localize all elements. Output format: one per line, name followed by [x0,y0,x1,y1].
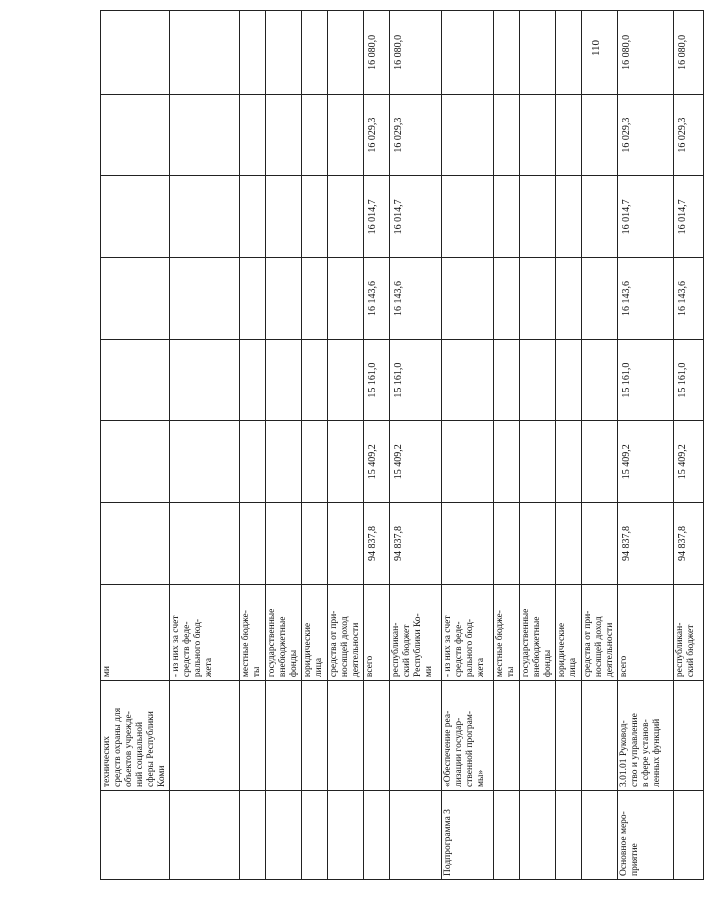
value-cell [101,339,170,421]
value-cell [302,11,328,95]
value-cell: 16 143,6 [674,258,704,340]
value-cell [442,258,494,340]
value-cell [328,339,364,421]
value-cell [520,94,556,176]
row-category-cell [266,791,302,880]
table-row [302,11,328,880]
row-name-cell [582,681,618,791]
value-cell [240,176,266,258]
value-cell: 16 029,3 [364,94,390,176]
value-cell [494,11,520,95]
value-cell [582,11,618,95]
funding-source-cell: местные бюдже- ты [494,584,520,680]
value-cell [556,339,582,421]
value-cell [582,503,618,585]
value-cell [328,421,364,503]
table-row [328,11,364,880]
value-cell [494,94,520,176]
table-row [494,11,520,880]
row-name-cell [240,681,266,791]
value-cell [442,176,494,258]
value-cell [328,503,364,585]
value-cell: 15 409,2 [390,421,442,503]
row-name-cell: 3.01.01 Руковод- ство и управление в сфере установ- ленных функций [618,681,674,791]
value-cell: 15 161,0 [364,339,390,421]
value-cell [266,503,302,585]
value-cell [101,94,170,176]
value-cell: 16 029,3 [618,94,674,176]
funding-source-cell: местные бюдже- ты [240,584,266,680]
value-cell: 15 409,2 [674,421,704,503]
row-category-cell [494,791,520,880]
value-cell [494,258,520,340]
value-cell [328,258,364,340]
value-cell: 16 029,3 [674,94,704,176]
row-category-cell [674,791,704,880]
value-cell [170,421,240,503]
value-cell: 16 080,0 [618,11,674,95]
table-row [390,11,442,880]
value-cell [101,11,170,95]
row-name-cell [266,681,302,791]
value-cell [556,258,582,340]
value-cell [266,94,302,176]
value-cell: 16 080,0 [364,11,390,95]
funding-source-cell: республикан- ский бюджет Республики Ко- ми [390,584,442,680]
value-cell [240,339,266,421]
value-cell [101,176,170,258]
row-name-cell [520,681,556,791]
row-name-cell [390,681,442,791]
value-cell [302,176,328,258]
value-cell: 94 837,8 [390,503,442,585]
table-row [520,11,556,880]
value-cell: 16 014,7 [364,176,390,258]
value-cell: 16 014,7 [618,176,674,258]
value-cell [266,421,302,503]
row-category-cell: Основное меро- приятие [618,791,674,880]
value-cell [101,503,170,585]
value-cell [170,503,240,585]
row-name-cell [674,681,704,791]
value-cell [328,94,364,176]
row-category-cell [302,791,328,880]
value-cell [582,94,618,176]
funding-source-cell: ми [101,584,170,680]
value-cell: 16 143,6 [618,258,674,340]
table-row [582,11,618,880]
value-cell: 16 143,6 [390,258,442,340]
row-name-cell: технических средств охраны для объектов учрежде- ний социальной сферы Республики Коми [101,681,170,791]
table-row [674,11,704,880]
value-cell: 15 161,0 [390,339,442,421]
row-category-cell [364,791,390,880]
value-cell [442,339,494,421]
value-cell [442,503,494,585]
funding-source-cell: государственные внебюджетные фонды [520,584,556,680]
value-cell: 16 080,0 [674,11,704,95]
value-cell [101,421,170,503]
value-cell: 94 837,8 [618,503,674,585]
table-row [240,11,266,880]
value-cell: 15 409,2 [618,421,674,503]
value-cell [101,258,170,340]
funding-source-cell: государственные внебюджетные фонды [266,584,302,680]
value-cell [556,421,582,503]
value-cell [556,11,582,95]
value-cell [494,421,520,503]
value-cell [266,258,302,340]
value-cell: 16 029,3 [390,94,442,176]
value-cell: 94 837,8 [364,503,390,585]
value-cell [302,94,328,176]
row-name-cell [170,681,240,791]
value-cell [266,176,302,258]
value-cell [582,339,618,421]
value-cell: 15 409,2 [364,421,390,503]
value-cell [520,339,556,421]
funding-source-cell: юридические лица [556,584,582,680]
value-cell [170,339,240,421]
table-row [364,11,390,880]
value-cell [582,421,618,503]
table-row [101,11,170,880]
row-category-cell [101,791,170,880]
funding-source-cell: республикан- ский бюджет [674,584,704,680]
value-cell [556,94,582,176]
value-cell [556,176,582,258]
funding-source-cell: юридические лица [302,584,328,680]
value-cell [302,258,328,340]
value-cell [240,11,266,95]
table-row [170,11,240,880]
value-cell [494,176,520,258]
value-cell: 16 014,7 [674,176,704,258]
table-row [556,11,582,880]
page-number: 110 [590,39,603,57]
row-category-cell [240,791,266,880]
value-cell: 15 161,0 [618,339,674,421]
value-cell [556,503,582,585]
value-cell [442,11,494,95]
row-category-cell [556,791,582,880]
funding-source-cell: средства от при- носящей доход деятельности [582,584,618,680]
row-category-cell [582,791,618,880]
budget-table [100,10,704,880]
value-cell [302,503,328,585]
value-cell [442,94,494,176]
funding-source-cell: всего [618,584,674,680]
value-cell [520,176,556,258]
row-category-cell [520,791,556,880]
row-category-cell [170,791,240,880]
table-row [618,11,674,880]
row-category-cell [390,791,442,880]
row-name-cell: «Обеспечение реа- лизации государ- ственной програм- мы» [442,681,494,791]
value-cell [240,503,266,585]
value-cell [494,339,520,421]
value-cell [494,503,520,585]
row-name-cell [302,681,328,791]
funding-source-cell: всего [364,584,390,680]
value-cell [240,258,266,340]
value-cell [582,176,618,258]
row-category-cell [328,791,364,880]
value-cell [170,176,240,258]
row-name-cell [556,681,582,791]
value-cell [266,11,302,95]
value-cell [170,258,240,340]
row-name-cell [328,681,364,791]
value-cell [328,176,364,258]
value-cell [582,258,618,340]
value-cell [442,421,494,503]
value-cell [170,94,240,176]
table-row [442,11,494,880]
funding-source-cell: - из них за счет средств феде- рального бюд- жета [170,584,240,680]
value-cell: 16 143,6 [364,258,390,340]
value-cell [302,421,328,503]
value-cell: 16 014,7 [390,176,442,258]
value-cell: 94 837,8 [674,503,704,585]
table-row [266,11,302,880]
value-cell: 15 161,0 [674,339,704,421]
value-cell [520,258,556,340]
value-cell [520,421,556,503]
row-name-cell [494,681,520,791]
row-name-cell [364,681,390,791]
value-cell [266,339,302,421]
value-cell [240,94,266,176]
funding-source-cell: - из них за счет средств феде- рального бюд- жета [442,584,494,680]
value-cell [520,503,556,585]
value-cell [302,339,328,421]
row-category-cell: Подпрограмма 3 [442,791,494,880]
value-cell [328,11,364,95]
funding-source-cell: средства от при- носящей доход деятельности [328,584,364,680]
value-cell [520,11,556,95]
value-cell: 16 080,0 [390,11,442,95]
value-cell [240,421,266,503]
value-cell [170,11,240,95]
